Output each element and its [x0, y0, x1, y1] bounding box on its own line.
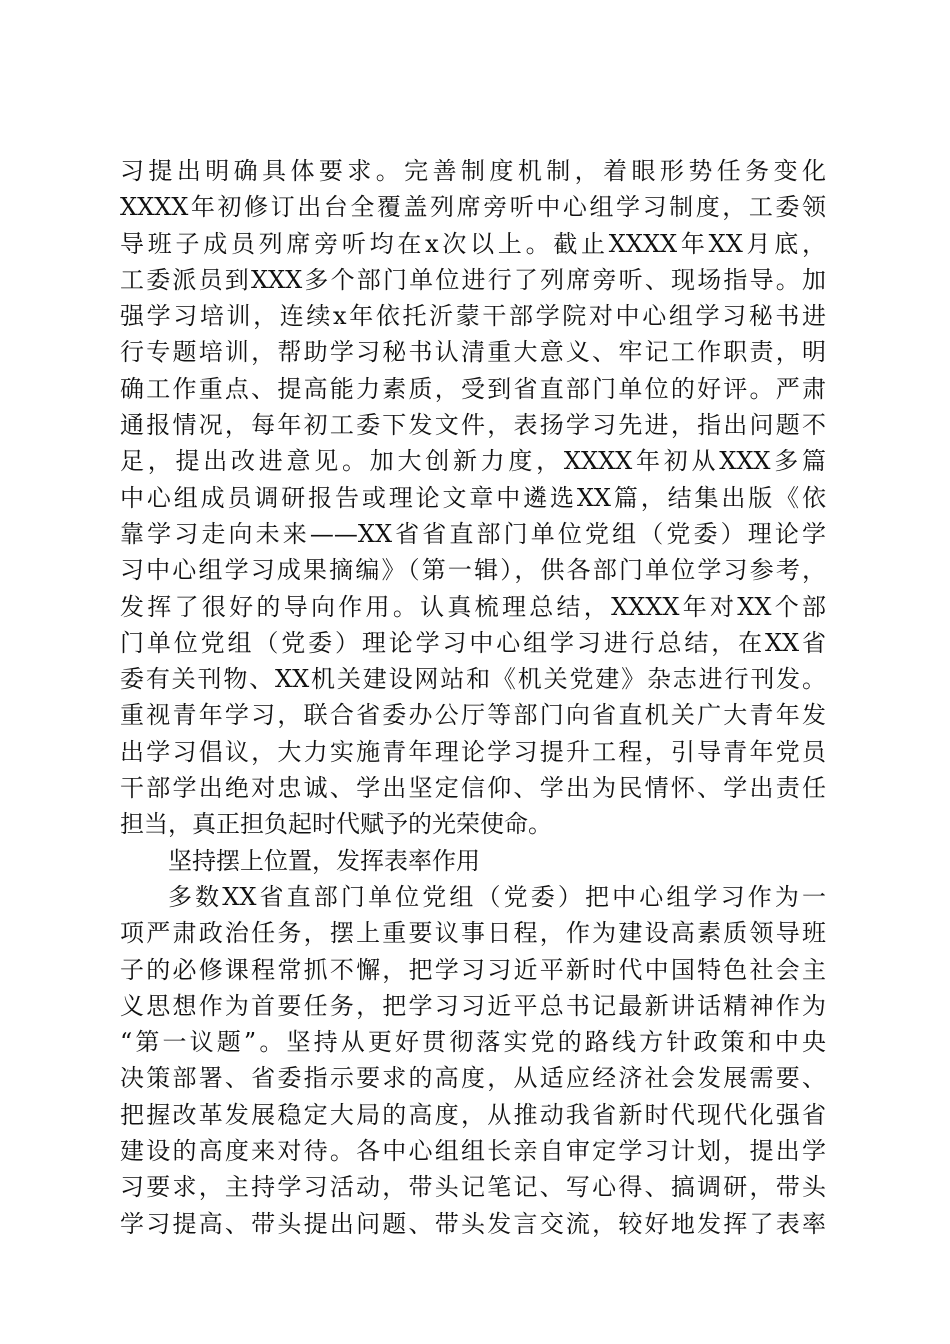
- text-line: 担当，真正担负起时代赋予的光荣使命。: [120, 810, 552, 839]
- text-line: 义思想作为首要任务，把学习习近平总书记最新讲话精神作为: [120, 991, 826, 1020]
- text-line: 门单位党组（党委）理论学习中心组学习进行总结，在XX省: [120, 628, 826, 657]
- text-line: 确工作重点、提高能力素质，受到省直部门单位的好评。严肃: [120, 374, 826, 403]
- section-heading: [120, 843, 826, 879]
- text-line: 习中心组学习成果摘编》（第一辑），供各部门单位学习参考，: [120, 556, 826, 585]
- text-line: 习提出明确具体要求。完善制度机制，着眼形势任务变化: [120, 157, 826, 185]
- text-line: 重视青年学习，联合省委办公厅等部门向省直机关广大青年发: [120, 701, 826, 730]
- text-line: 出学习倡议，大力实施青年理论学习提升工程，引导青年党员: [120, 737, 826, 766]
- heading-text: 坚持摆上位置，发挥表率作用: [168, 846, 480, 875]
- text-line: 强学习培训，连续x年依托沂蒙干部学院对中心组学习秘书进: [120, 302, 826, 331]
- text-line: 工委派员到XXX多个部门单位进行了列席旁听、现场指导。加: [120, 265, 826, 294]
- text-line: 靠学习走向未来——XX省省直部门单位党组（党委）理论学: [120, 519, 826, 548]
- text-line: 决策部署、省委指示要求的高度，从适应经济社会发展需要、: [120, 1064, 826, 1093]
- document-body: [120, 153, 826, 1242]
- text-line: 项严肃政治任务，摆上重要议事日程，作为建设高素质领导班: [120, 919, 826, 948]
- text-line: 把握改革发展稳定大局的高度，从推动我省新时代现代化强省: [120, 1100, 826, 1129]
- text-line: 建设的高度来对待。各中心组组长亲自审定学习计划，提出学: [120, 1137, 826, 1166]
- text-line: 导班子成员列席旁听均在x次以上。截止XXXX年XX月底，: [120, 229, 826, 258]
- text-line: 中心组成员调研报告或理论文章中遴选XX篇，结集出版《依: [120, 483, 826, 512]
- paragraph-continuation: [120, 153, 826, 843]
- text-line: 足，提出改进意见。加大创新力度，XXXX年初从XXX多篇: [120, 447, 826, 476]
- text-line: 行专题培训，帮助学习秘书认清重大意义、牢记工作职责，明: [120, 338, 826, 367]
- text-line: 发挥了很好的导向作用。认真梳理总结，XXXX年对XX个部: [120, 592, 826, 621]
- text-line: 习要求，主持学习活动，带头记笔记、写心得、搞调研，带头: [120, 1173, 826, 1202]
- text-line: 干部学出绝对忠诚、学出坚定信仰、学出为民情怀、学出责任: [120, 774, 826, 803]
- paragraph-body: [120, 879, 826, 1242]
- text-line: 多数XX省直部门单位党组（党委）把中心组学习作为一: [168, 882, 826, 911]
- text-line: XXXX年初修订出台全覆盖列席旁听中心组学习制度，工委领: [120, 193, 826, 222]
- text-line: 子的必修课程常抓不懈，把学习习近平新时代中国特色社会主: [120, 955, 826, 984]
- text-line: 通报情况，每年初工委下发文件，表扬学习先进，指出问题不: [120, 411, 826, 440]
- text-line: “第一议题”。坚持从更好贯彻落实党的路线方针政策和中央: [120, 1028, 826, 1057]
- text-line: 学习提高、带头提出问题、带头发言交流，较好地发挥了表率: [120, 1209, 826, 1238]
- text-line: 委有关刊物、XX机关建设网站和《机关党建》杂志进行刊发。: [120, 665, 826, 694]
